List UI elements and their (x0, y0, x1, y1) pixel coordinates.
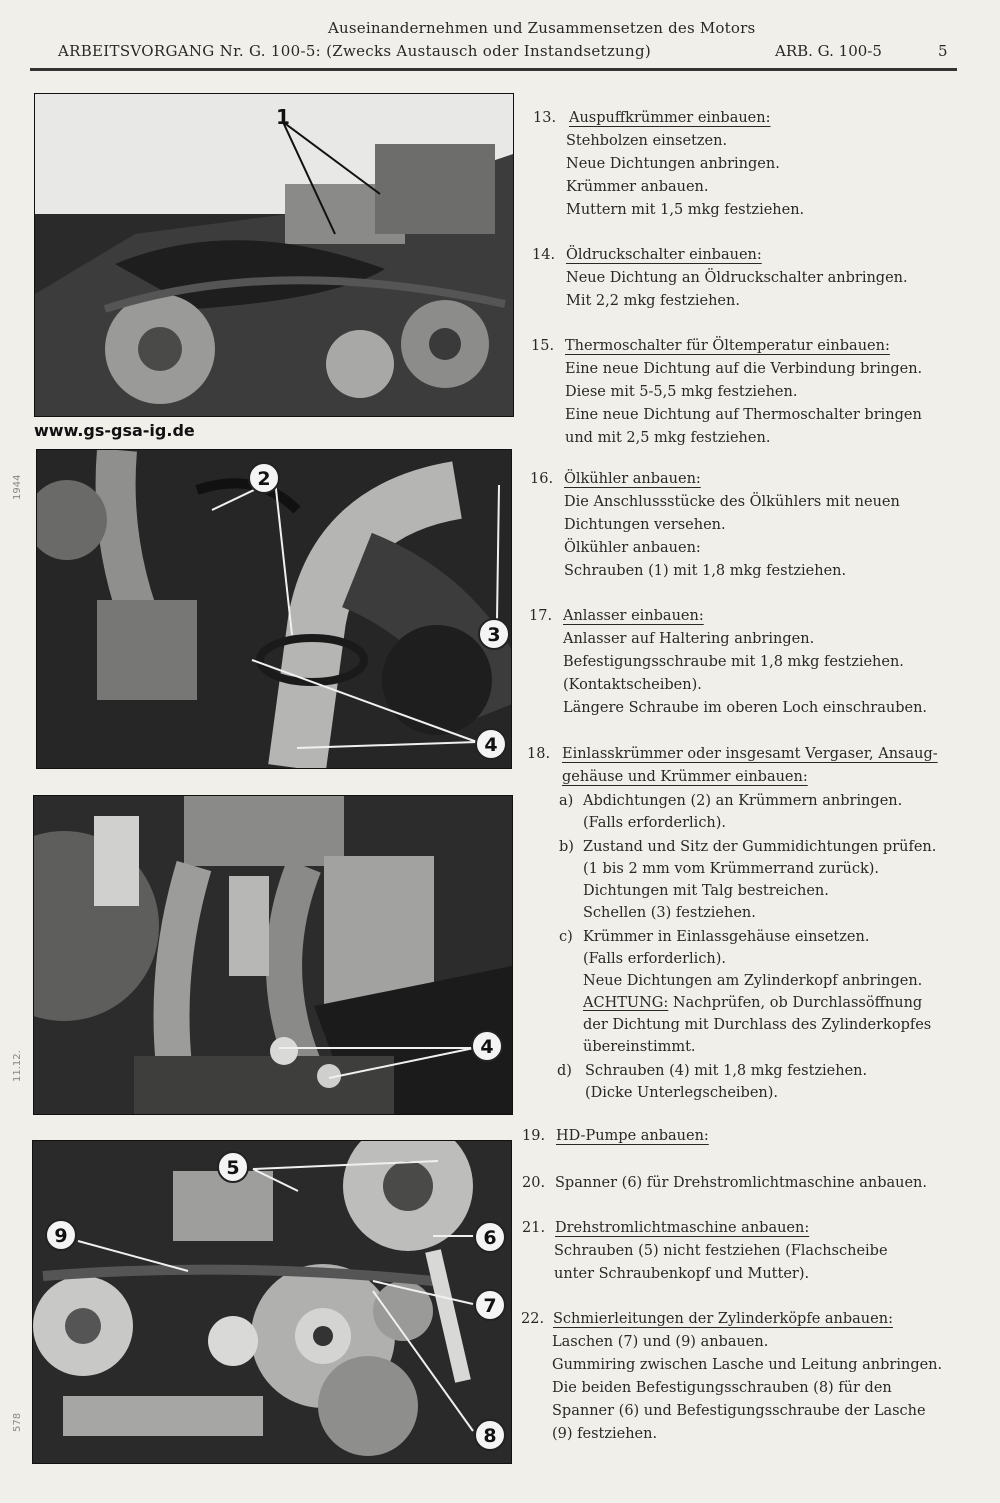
sub-label: c) (559, 929, 573, 945)
step-line: Stehbolzen einsetzen. (566, 133, 728, 149)
margin-note: 1944 (12, 474, 23, 500)
figure-alternator-tensioner (32, 1140, 512, 1464)
sub-line: der Dichtung mit Durchlass des Zylinderkopfes (583, 1017, 932, 1033)
engine-photo-4 (33, 1141, 511, 1463)
step-number: 18. (527, 746, 551, 762)
sub-line: (1 bis 2 mm vom Krümmerrand zurück). (583, 861, 880, 877)
margin-note: 578 (12, 1412, 23, 1432)
sub-line: (Dicke Unterlegscheiben). (585, 1085, 779, 1101)
sub-label: a) (559, 793, 574, 809)
callout-3: 3 (478, 618, 510, 650)
engine-photo-3 (34, 796, 512, 1114)
callout-9: 9 (45, 1219, 77, 1251)
step-line: Muttern mit 1,5 mkg festziehen. (566, 202, 805, 218)
sub-line: Abdichtungen (2) an Krümmern anbringen. (583, 793, 903, 809)
callout-7: 7 (474, 1289, 506, 1321)
step-number: 20. (522, 1175, 546, 1191)
step-line: Schrauben (1) mit 1,8 mkg festziehen. (564, 563, 847, 579)
sub-line: Schellen (3) festziehen. (583, 905, 756, 921)
step-title: Auspuffkrümmer einbauen: (569, 110, 771, 126)
sub-line: (Falls erforderlich). (583, 951, 727, 967)
step-line: Längere Schraube im oberen Loch einschrauben. (563, 700, 928, 716)
step-number: 21. (522, 1220, 546, 1236)
step-line: Befestigungsschraube mit 1,8 mkg festziehen. (563, 654, 904, 670)
step-line: Schrauben (5) nicht festziehen (Flachscheibe (554, 1243, 888, 1259)
engine-photo-2 (37, 450, 511, 768)
step-line: Neue Dichtungen anbringen. (566, 156, 780, 172)
step-title: HD-Pumpe anbauen: (556, 1128, 709, 1144)
step-number: 14. (532, 247, 556, 263)
step-line: Anlasser auf Haltering anbringen. (563, 631, 815, 647)
warning-line (583, 992, 931, 1014)
step-line: und mit 2,5 mkg festziehen. (565, 430, 771, 446)
step-line: Krümmer anbauen. (566, 179, 709, 195)
step-number: 15. (531, 338, 555, 354)
sub-line: (Falls erforderlich). (583, 815, 727, 831)
header-rule (30, 68, 957, 71)
figure-exhaust-manifold (34, 93, 514, 417)
website-watermark: www.gs-gsa-ig.de (34, 421, 195, 440)
step-line: Diese mit 5-5,5 mkg festziehen. (565, 384, 798, 400)
sub-line: Krümmer in Einlassgehäuse einsetzen. (583, 929, 870, 945)
sub-line: Schrauben (4) mit 1,8 mkg festziehen. (585, 1063, 868, 1079)
step-line: Neue Dichtung an Öldruckschalter anbringen. (566, 270, 908, 286)
step-title: Thermoschalter für Öltemperatur einbauen: (565, 338, 890, 354)
step-title: Schmierleitungen der Zylinderköpfe anbauen: (553, 1311, 893, 1327)
step-title: Einlasskrümmer oder insgesamt Vergaser, Ansaug- (562, 746, 938, 762)
warning-label: ACHTUNG: (583, 995, 669, 1011)
sub-line: Neue Dichtungen am Zylinderkopf anbringen. (583, 973, 923, 989)
step-title-continued: gehäuse und Krümmer einbauen: (562, 769, 808, 785)
step-title: Öldruckschalter einbauen: (566, 247, 762, 263)
step-title: Drehstromlichtmaschine anbauen: (555, 1220, 810, 1236)
step-line: Eine neue Dichtung auf die Verbindung bringen. (565, 361, 923, 377)
step-line: Die Anschlussstücke des Ölkühlers mit neuen (564, 494, 900, 510)
sub-label: b) (559, 839, 574, 855)
warning-text: Nachprüfen, ob Durchlassöffnung (672, 995, 923, 1011)
header-title: Auseinandernehmen und Zusammensetzen des Motors (328, 19, 756, 37)
step-line: Die beiden Befestigungsschrauben (8) für den (552, 1380, 892, 1396)
page-number: 5 (938, 42, 948, 60)
margin-note: 11.12. (12, 1050, 23, 1082)
step-line: Dichtungen versehen. (564, 517, 726, 533)
step-number: 22. (521, 1311, 545, 1327)
step-line: Laschen (7) und (9) anbauen. (552, 1334, 769, 1350)
step-title: Ölkühler anbauen: (564, 471, 701, 487)
step-line: Eine neue Dichtung auf Thermoschalter bringen (565, 407, 922, 423)
step-line: (Kontaktscheiben). (563, 677, 702, 693)
step-number: 16. (530, 471, 554, 487)
sub-label: d) (557, 1063, 572, 1079)
step-line: Spanner (6) und Befestigungsschraube der Lasche (552, 1403, 926, 1419)
step-number: 13. (533, 110, 557, 126)
step-number: 19. (522, 1128, 546, 1144)
step-line: Ölkühler anbauen: (564, 540, 701, 556)
step-line: unter Schraubenkopf und Mutter). (554, 1266, 810, 1282)
engine-photo-1 (35, 94, 513, 416)
callout-5: 5 (217, 1151, 249, 1183)
callout-8: 8 (474, 1419, 506, 1451)
header-operation: ARBEITSVORGANG Nr. G. 100-5: (Zwecks Austausch oder Instandsetzung) (58, 42, 652, 60)
step-title: Anlasser einbauen: (563, 608, 704, 624)
callout-2: 2 (248, 462, 280, 494)
sub-line: Zustand und Sitz der Gummidichtungen prüfen. (583, 839, 937, 855)
header-code: ARB. G. 100-5 (775, 42, 882, 60)
sub-line: übereinstimmt. (583, 1039, 696, 1055)
callout-1: 1 (276, 105, 290, 129)
figure-intake-manifold-seals (36, 449, 512, 769)
step-line: Gummiring zwischen Lasche und Leitung anbringen. (552, 1357, 943, 1373)
figure-intake-manifold-bolts (33, 795, 513, 1115)
callout-4: 4 (475, 728, 507, 760)
callout-6: 6 (474, 1221, 506, 1253)
callout-4: 4 (471, 1030, 503, 1062)
page-header (0, 0, 1000, 80)
step-title: Spanner (6) für Drehstromlichtmaschine anbauen. (555, 1175, 928, 1191)
sub-line: Dichtungen mit Talg bestreichen. (583, 883, 829, 899)
step-line: (9) festziehen. (552, 1426, 658, 1442)
step-number: 17. (529, 608, 553, 624)
step-line: Mit 2,2 mkg festziehen. (566, 293, 740, 309)
